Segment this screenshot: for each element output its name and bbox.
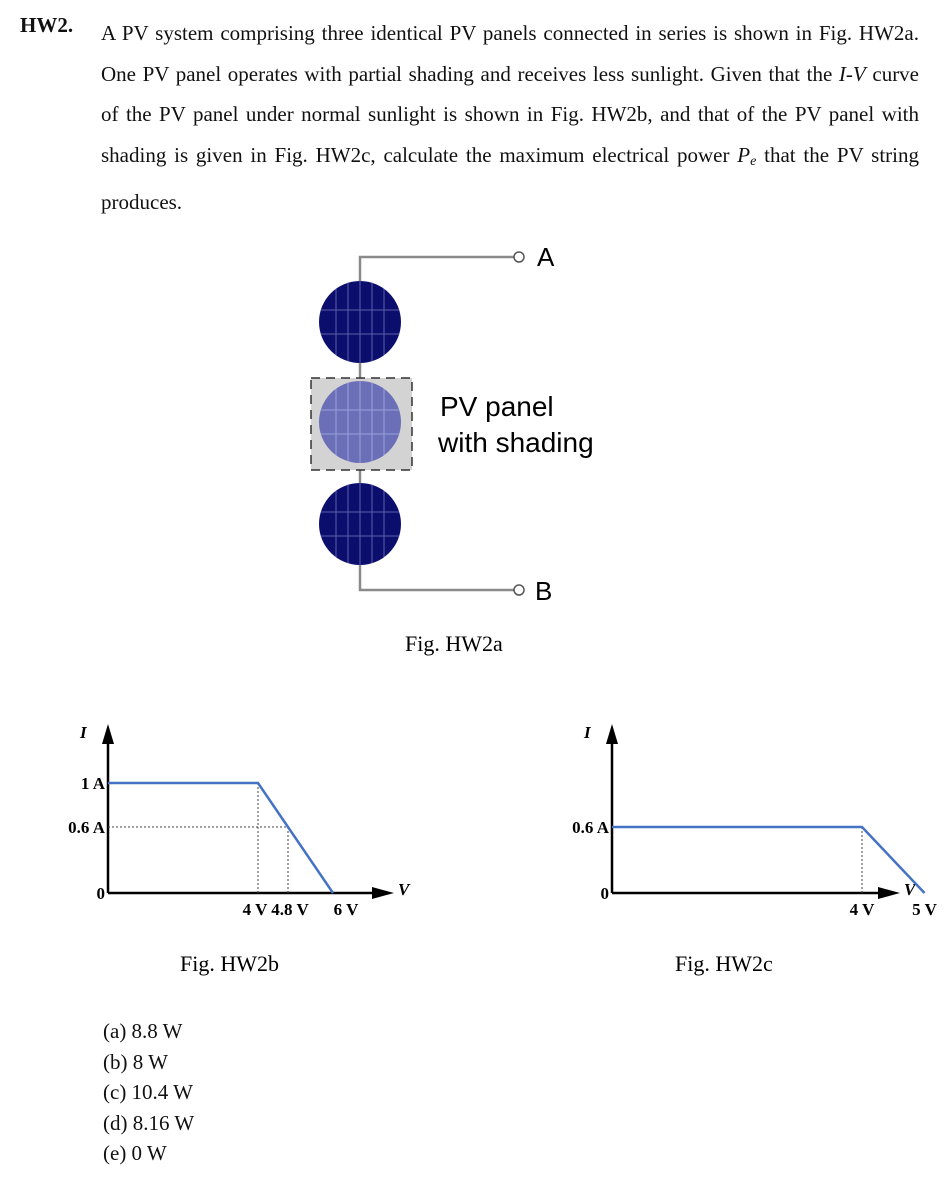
x-tick-label-1: 5 V [912,900,937,919]
chart-hw2b [0,700,470,990]
x-tick-label-0: 4 V [849,900,875,919]
question-text-part3: that the PV string produces. [101,142,919,214]
y-tick-label-1: 0.6 A [68,818,105,837]
x-axis-label: V [398,880,410,899]
x-tick-label-0: 4 V [242,900,268,919]
pv-panel-top [319,281,401,363]
pv-panel-shaded [319,381,401,463]
option-d[interactable]: (d) 8.16 W [103,1110,195,1135]
wire-bottom [360,565,514,590]
terminal-a-node [514,252,524,262]
iv-curve [612,827,925,893]
shading-label-line1: PV panel [440,391,554,422]
fig-a-caption: Fig. HW2a [405,631,503,656]
x-axis-arrow [372,887,394,899]
chart-hw2c [480,700,937,990]
y-tick-label-1: 0 [600,884,609,903]
chart-caption: Fig. HW2c [675,951,773,976]
option-e[interactable]: (e) 0 W [103,1141,167,1165]
pv-panel-bottom [319,483,401,565]
iv-curve [108,783,333,893]
y-tick-label-2: 0 [96,884,105,903]
iv-term: I-V [838,61,866,86]
x-tick-label-1: 4.8 V [271,900,309,919]
y-axis-label: I [584,723,591,742]
y-axis-arrow [102,724,114,744]
y-tick-label-0: 1 A [80,774,105,793]
option-b[interactable]: (b) 8 W [103,1049,168,1074]
answer-options [103,1016,194,1169]
question-text-part2: curve of the PV panel under normal sunlight is shown in Fig. HW2b, and that of the PV panel with shading is given in Fig. HW2c, calculate the maximum electrical power [101,61,920,167]
y-axis-label: I [80,723,87,742]
option-a[interactable]: (a) 8.8 W [103,1019,183,1043]
shading-label-line2: with shading [438,427,594,458]
terminal-a-label: A [537,242,555,272]
power-subscript: e [750,153,757,169]
x-tick-label-2: 6 V [333,900,359,919]
terminal-b-node [514,585,524,595]
question-number: HW2. [20,13,74,37]
x-axis-label: V [904,880,916,899]
option-c[interactable]: (c) 10.4 W [103,1080,193,1104]
terminal-b-label: B [535,576,553,606]
y-axis-arrow [606,724,618,744]
x-axis-arrow [878,887,900,899]
y-tick-label-0: 0.6 A [572,818,609,837]
question-text-part1: A PV system comprising three identical PV panels connected in series is shown in Fig. HW2a. One PV panel operates with partial shading and receives less sunlight. Given that the [101,21,919,86]
power-symbol: P [737,142,751,167]
chart-caption: Fig. HW2b [180,951,279,976]
